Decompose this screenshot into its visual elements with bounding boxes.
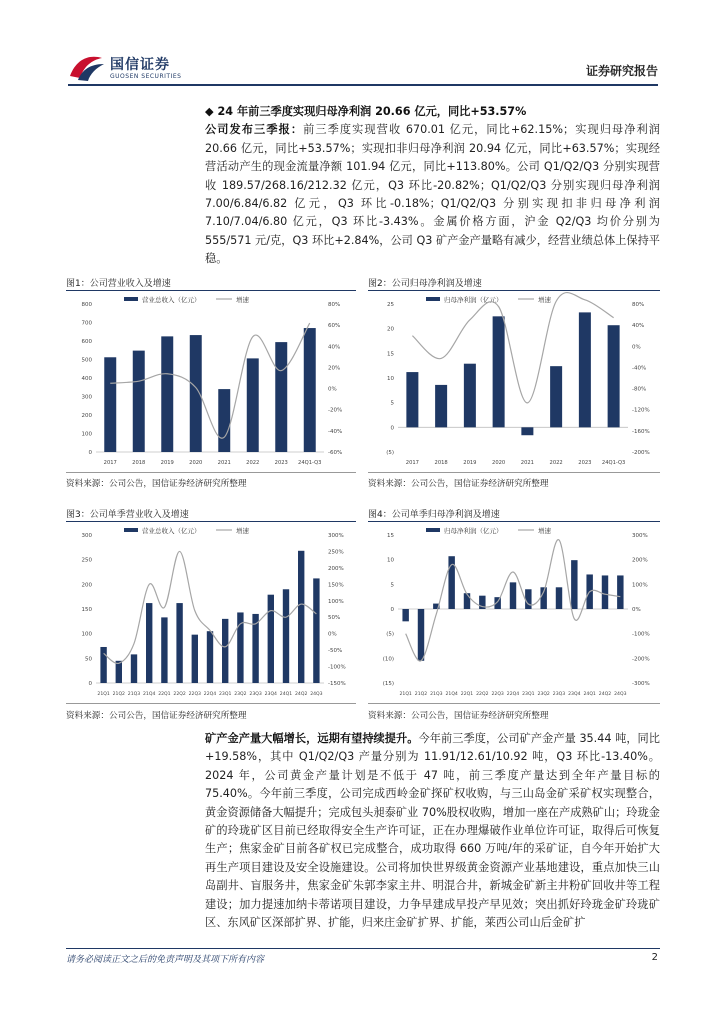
fig1-category-label: 2022 — [246, 460, 260, 466]
fig3-category-label: 22Q3 — [188, 692, 201, 697]
fig1-left-tick: 300 — [81, 394, 92, 401]
production-paragraph — [205, 730, 660, 932]
summary-lead: 公司发布三季报： — [205, 123, 304, 137]
fig4-bar — [602, 575, 608, 609]
fig4-right-tick: -300% — [632, 681, 650, 687]
fig1-category-label: 2020 — [189, 460, 203, 466]
fig4-bar — [418, 609, 424, 661]
fig1-bar — [304, 328, 316, 452]
fig2-category-label: 2023 — [578, 460, 592, 466]
fig1-category-label: 2018 — [132, 460, 146, 466]
fig2-category-label: 2020 — [492, 460, 506, 466]
fig3-bar — [283, 589, 289, 683]
fig4-category-label: 21Q2 — [414, 692, 428, 697]
fig4-category-label: 24Q2 — [598, 692, 612, 697]
fig3-category-label: 23Q3 — [249, 692, 262, 697]
fig3-legend — [124, 526, 250, 535]
fig2-left-tick: 5 — [390, 400, 394, 407]
fig4-category-label: 22Q1 — [460, 692, 474, 697]
fig4-bar — [510, 582, 516, 609]
fig3-bar — [161, 617, 167, 683]
fig4-category-label: 22Q4 — [506, 692, 520, 697]
fig1-source: 资料来源：公司公告，国信证券经济研究所整理 — [66, 479, 247, 489]
fig1-right-tick: 0% — [328, 386, 337, 393]
fig2-right-tick: 40% — [632, 323, 645, 330]
fig1-bar — [218, 389, 230, 452]
fig2-legend-line-label: 增速 — [538, 296, 551, 304]
fig2-category-label: 2022 — [549, 460, 563, 466]
fig2-bar — [550, 366, 562, 427]
fig3-bar — [222, 619, 228, 683]
summary-text: 前三季度实现营收 670.01 亿元，同比+62.15%；实现归母净利润 20.66 亿元，同比+53.57%；实现扣非归母净利润 20.94 亿元，同比+63.57%；实现经营活动产生的现金流量净额 101.94 亿元，同比+113.80%。公司 Q1/Q2/Q3 分别实现营收 189.57/268.16/212.32 亿元，Q3 环比-20.82%；Q1/Q2/Q3 分别实现归母净利润 7.00/6.84/6.82 亿元，Q3 环比-0.18%；Q1/Q2/Q3 分别实现扣非归母净利润 7.10/7.04/6.80 亿元，Q3 环比-3.43%。金属价格方面，沪金 Q2/Q3 均价分别为 555/571 元/克，Q3 环比+2.84%，公司 Q3 矿产金产量略有减少，经营业绩总体上保持平稳。 — [205, 123, 660, 266]
fig3-category-label: 21Q2 — [112, 692, 125, 697]
fig2-left-tick: 0 — [390, 425, 394, 432]
fig3-left-tick: 50 — [85, 656, 92, 663]
fig2-bar — [435, 385, 447, 427]
fig2-right-tick: 0% — [632, 344, 641, 351]
fig2-right-tick: -40% — [632, 365, 647, 372]
fig2-right-tick: -200% — [632, 450, 650, 456]
fig4-left-tick: 15 — [387, 533, 394, 539]
fig4-source: 资料来源：公司公告，国信证券经济研究所整理 — [368, 711, 549, 721]
fig2-left-tick: 25 — [387, 302, 394, 308]
fig2-left-tick: 15 — [387, 351, 394, 358]
fig1-title: 图1：公司营业收入及增速 — [66, 279, 171, 289]
fig1-top-rule — [66, 290, 356, 291]
fig4-category-label: 23Q1 — [522, 692, 535, 697]
logo-chinese-name: 国信证券 — [110, 57, 170, 73]
fig1-bar — [133, 351, 145, 452]
fig4-left-tick: 10 — [387, 557, 394, 564]
fig4-category-label: 24Q3 — [614, 692, 627, 697]
fig1-legend-bar-swatch — [124, 297, 138, 301]
fig4-left-tick: 0 — [390, 607, 394, 613]
fig4-bar — [402, 609, 408, 621]
fig2-right-tick: -80% — [632, 386, 647, 393]
fig1-bar — [104, 357, 116, 452]
fig1-category-label: 24Q1-Q3 — [298, 460, 322, 466]
fig3-right-tick: -100% — [328, 664, 346, 671]
fig1-right-tick: -60% — [328, 450, 343, 456]
fig3-category-label: 22Q2 — [173, 692, 186, 697]
fig1-legend-bar-label: 营业总收入（亿元） — [142, 296, 201, 304]
fig2-bar — [521, 427, 533, 435]
fig3-title: 图3：公司单季营业收入及增速 — [66, 510, 189, 520]
fig3-bottom-rule — [66, 703, 356, 704]
fig1-chart — [66, 292, 356, 474]
fig1-right-tick: 60% — [328, 323, 341, 330]
fig3-category-label: 23Q4 — [264, 692, 277, 697]
fig3-category-label: 22Q4 — [203, 692, 217, 697]
fig4-top-rule — [368, 521, 660, 522]
fig3-category-label: 22Q1 — [158, 692, 171, 697]
fig3-right-tick: 250% — [328, 549, 344, 556]
fig2-bar — [493, 316, 505, 427]
section-headline: ◆ 24 年前三季度实现归母净利润 20.66 亿元，同比+53.57% — [205, 105, 527, 118]
fig3-source: 资料来源：公司公告，国信证券经济研究所整理 — [66, 711, 247, 721]
fig1-category-label: 2019 — [160, 460, 174, 466]
fig2-bottom-rule — [368, 472, 660, 473]
guosen-logo-icon — [68, 52, 106, 82]
fig4-legend-bar-label: 归母净利润（亿元） — [444, 527, 503, 535]
fig3-category-label: 23Q1 — [219, 692, 232, 697]
fig2-bar — [608, 325, 620, 427]
summary-body — [205, 121, 660, 268]
fig4-bar — [617, 575, 623, 609]
fig3-category-label: 24Q1 — [279, 692, 293, 697]
fig2-category-label: 24Q1-Q3 — [601, 460, 626, 466]
fig1-right-tick: 20% — [328, 365, 341, 372]
fig4-category-label: 21Q3 — [430, 692, 443, 697]
fig3-top-rule — [66, 521, 356, 522]
fig2-left-tick: 10 — [387, 376, 394, 382]
fig3-right-tick: 300% — [328, 533, 344, 539]
fig4-right-tick: 100% — [632, 582, 648, 589]
fig1-legend-line-label: 增速 — [236, 296, 249, 304]
fig2-title: 图2：公司归母净利润及增速 — [368, 279, 482, 289]
fig1-category-label: 2017 — [103, 460, 117, 466]
fig4-category-label: 22Q3 — [491, 692, 504, 697]
fig4-right-tick: 0% — [632, 607, 641, 613]
fig2-legend-bar-swatch — [426, 297, 440, 301]
fig3-right-tick: 100% — [328, 598, 344, 605]
fig3-chart — [66, 523, 356, 705]
fig4-bar — [464, 593, 470, 609]
fig3-right-tick: 150% — [328, 582, 344, 589]
fig3-left-tick: 0 — [88, 681, 92, 687]
fig1-left-tick: 600 — [81, 339, 92, 345]
logo-english-name: GUOSEN SECURITIES — [110, 73, 182, 80]
fig4-title: 图4：公司单季归母净利润及增速 — [368, 510, 500, 520]
fig2-category-label: 2017 — [405, 460, 419, 466]
fig3-bar — [116, 661, 122, 683]
fig3-legend-bar-label: 营业总收入（亿元） — [142, 527, 201, 535]
fig4-category-label: 22Q2 — [476, 692, 489, 697]
fig1-category-label: 2021 — [217, 460, 231, 466]
fig3-bar — [176, 603, 182, 683]
fig1-right-tick: -40% — [328, 428, 343, 435]
fig3-right-tick: -50% — [328, 648, 343, 655]
fig4-left-tick: (5) — [386, 631, 394, 638]
fig4-bottom-rule — [368, 703, 660, 704]
header-divider — [68, 84, 658, 86]
fig4-category-label: 23Q4 — [568, 692, 581, 697]
fig2-top-rule — [368, 290, 660, 291]
fig1-left-tick: 800 — [81, 302, 92, 308]
fig1-left-tick: 500 — [81, 357, 92, 364]
fig2-right-tick: -120% — [632, 407, 650, 414]
fig3-bar — [146, 603, 152, 683]
fig2-category-label: 2019 — [463, 460, 477, 466]
fig4-category-label: 21Q4 — [445, 692, 458, 697]
fig4-right-tick: 200% — [632, 557, 648, 564]
fig1-bar — [247, 358, 259, 452]
fig1-left-tick: 200 — [81, 413, 92, 419]
fig2-bar — [579, 312, 591, 427]
fig3-category-label: 21Q3 — [127, 692, 141, 697]
fig4-right-tick: 300% — [632, 533, 648, 539]
production-text: 今年前三季度，公司矿产金产量 35.44 吨，同比+19.58%，其中 Q1/Q2/Q3 产量分别为 11.91/12.61/10.92 吨，Q3 环比-13.40%。2024 年，公司黄金产量计划是不低于 47 吨，前三季度产量达到全年产量目标的 75.40%。今年前三季度，公司完成西岭金矿探矿权收购，与三山岛金矿采矿权实现整合，黄金资源储备大幅提升；完成包头昶泰矿业 70%股权收购，增加一座在产成熟矿山；玲珑金矿的玲珑矿区目前已经取得安全生产许可证，正在办理爆破作业单位许可证，取得后可恢复生产；焦家金矿目前各矿权已完成整合，成功取得 660 万吨/年的采矿证，自今年开始扩大再生产项目建设及安全设施建设。公司将加快世界级黄金资源产业基地建设，重点加快三山岛副井、盲服务井，焦家金矿朱郭李家主井、明混合井，新城金矿新主井粉矿回收井等工程建设；加力提速加纳卡蒂诺项目建设，力争早建成早投产早见效；突出抓好玲珑金矿玲珑矿区、东风矿区深部扩界、扩能，归来庄金矿扩界、扩能，莱西公司山后金矿扩 — [205, 732, 660, 930]
fig4-right-tick: -200% — [632, 656, 650, 663]
production-lead: 矿产金产量大幅增长，远期有望持续提升。 — [205, 732, 419, 745]
fig3-right-tick: -150% — [328, 681, 346, 687]
footer-disclaimer: 请务必阅读正文之后的免责声明及其项下所有内容 — [66, 955, 265, 965]
fig1-legend — [124, 295, 250, 304]
fig1-bar — [275, 342, 287, 452]
summary-paragraph — [205, 103, 660, 269]
fig2-right-tick: 80% — [632, 302, 645, 308]
fig2-category-label: 2021 — [520, 460, 534, 466]
fig1-bar — [161, 336, 173, 452]
fig2-chart — [368, 292, 660, 474]
fig1-right-tick: -20% — [328, 407, 343, 414]
fig4-category-label: 24Q1 — [583, 692, 596, 697]
fig4-bar — [571, 560, 577, 609]
fig3-category-label: 21Q1 — [97, 692, 110, 697]
fig4-legend-line-label: 增速 — [538, 527, 551, 535]
fig4-right-tick: -100% — [632, 631, 650, 638]
fig2-right-tick: -160% — [632, 428, 650, 435]
fig4-category-label: 23Q2 — [537, 692, 550, 697]
fig3-legend-line-label: 增速 — [236, 527, 249, 535]
fig3-left-tick: 200 — [81, 582, 92, 589]
fig2-left-tick: (5) — [386, 450, 394, 456]
fig3-left-tick: 150 — [81, 607, 92, 613]
fig4-left-tick: (10) — [382, 656, 394, 663]
fig4-category-label: 23Q3 — [552, 692, 566, 697]
fig1-category-label: 2023 — [274, 460, 288, 466]
fig4-bar — [556, 587, 562, 609]
fig2-source: 资料来源：公司公告，国信证券经济研究所整理 — [368, 479, 549, 489]
fig4-bar — [525, 589, 531, 609]
fig3-bar — [192, 635, 198, 683]
fig1-left-tick: 0 — [88, 450, 92, 456]
fig2-left-tick: 20 — [387, 326, 394, 333]
fig3-right-tick: 50% — [328, 615, 341, 622]
fig1-bottom-rule — [66, 472, 356, 473]
fig4-category-label: 21Q1 — [399, 692, 412, 697]
report-type-label: 证券研究报告 — [585, 64, 658, 78]
fig3-category-label: 21Q4 — [143, 692, 156, 697]
fig2-legend-bar-label: 归母净利润（亿元） — [444, 296, 503, 304]
fig3-bar — [313, 578, 319, 683]
fig1-right-tick: 80% — [328, 302, 341, 308]
fig3-right-tick: 200% — [328, 565, 344, 572]
footer-divider — [66, 948, 660, 949]
fig3-category-label: 24Q2 — [295, 692, 308, 697]
fig3-right-tick: 0% — [328, 631, 337, 638]
fig3-bar — [268, 595, 274, 683]
fig3-bar — [100, 647, 106, 683]
fig3-category-label: 23Q2 — [234, 692, 247, 697]
fig2-bar — [464, 364, 476, 428]
page-header — [0, 0, 724, 90]
fig3-bar — [298, 551, 304, 683]
fig3-legend-bar-swatch — [124, 528, 138, 532]
fig1-left-tick: 400 — [81, 376, 92, 382]
fig3-bar — [131, 654, 137, 683]
fig4-left-tick: (15) — [382, 681, 394, 687]
fig3-category-label: 24Q3 — [310, 692, 323, 697]
fig1-left-tick: 100 — [81, 431, 92, 438]
page-number: 2 — [651, 952, 658, 963]
fig3-left-tick: 100 — [81, 631, 92, 638]
fig1-right-tick: 40% — [328, 344, 341, 351]
fig4-left-tick: 5 — [390, 582, 394, 589]
fig2-category-label: 2018 — [434, 460, 448, 466]
fig3-left-tick: 300 — [81, 533, 92, 539]
fig3-left-tick: 250 — [81, 557, 92, 564]
fig4-legend-bar-swatch — [426, 528, 440, 532]
fig3-bar — [207, 631, 213, 683]
fig4-legend — [426, 526, 552, 535]
fig2-bar — [406, 372, 418, 427]
fig1-left-tick: 700 — [81, 320, 92, 327]
fig4-chart — [368, 523, 660, 705]
